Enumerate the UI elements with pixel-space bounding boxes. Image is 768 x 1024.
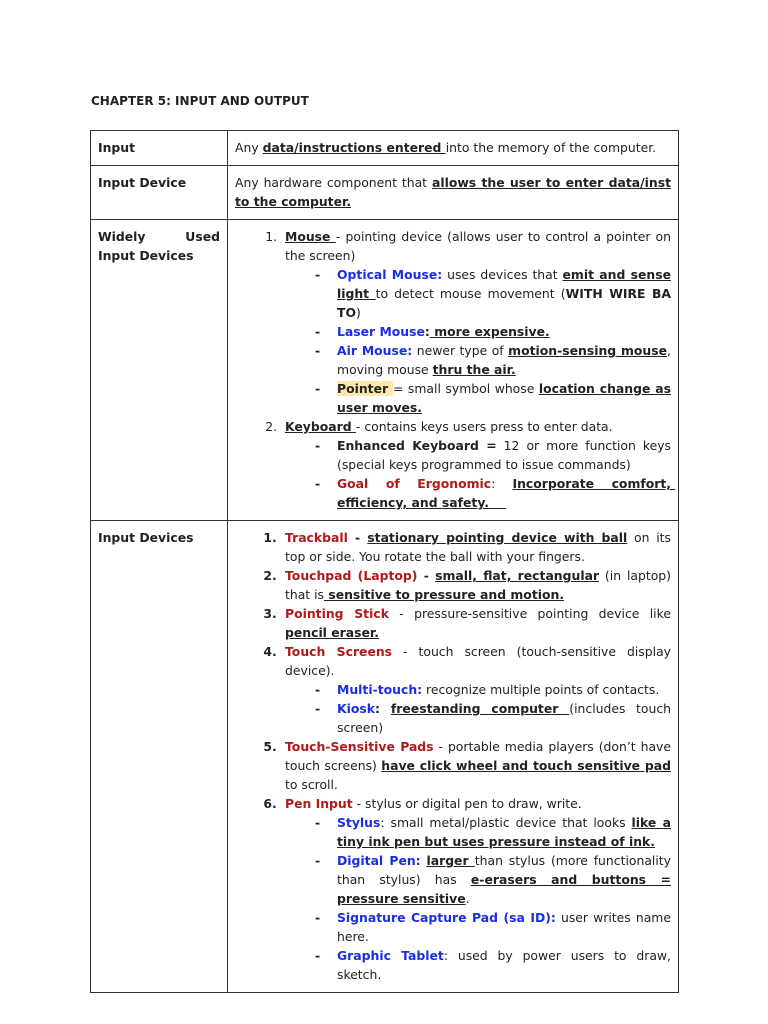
text: = small symbol whose	[393, 381, 539, 396]
list-item	[315, 322, 671, 341]
text: on its top or side. You rotate the ball with your fingers.	[285, 530, 671, 564]
text: into the memory of the computer.	[445, 140, 657, 155]
list-item	[315, 265, 671, 322]
table-row	[91, 131, 679, 166]
underlined-text: allows the user to enter data/inst to the computer.	[235, 175, 671, 209]
text: Any	[235, 140, 263, 155]
text: - portable media players (don’t have touch screens)	[285, 739, 671, 773]
list-item	[281, 642, 671, 737]
page-title: CHAPTER 5: INPUT AND OUTPUT	[91, 94, 309, 108]
term-pen-input: Pen Input	[285, 796, 353, 811]
text: : used by power users to draw, sketch.	[337, 948, 671, 982]
row-label-widely-used: Widely Used Input Devices	[91, 220, 228, 521]
term-graphic-tablet: Graphic Tablet	[337, 948, 444, 963]
underlined-text: e-erasers and buttons = pressure sensitive	[337, 872, 672, 906]
text: (includes touch screen)	[337, 701, 671, 735]
underlined-text: stationary pointing device with ball	[367, 530, 628, 545]
underlined-text: more expensive.	[429, 324, 550, 339]
device-list	[235, 227, 676, 512]
underlined-text: emit and sense light	[337, 267, 671, 301]
text: - pressure-sensitive pointing device like	[388, 606, 671, 621]
underlined-text: small, flat, rectangular	[435, 568, 600, 583]
text: to scroll.	[285, 777, 338, 792]
text: :	[374, 701, 391, 716]
text: - stylus or digital pen to draw, write.	[352, 796, 582, 811]
underlined-text: thru the air.	[432, 362, 516, 377]
text: user writes name here.	[337, 910, 671, 944]
term-pointing-stick: Pointing Stick	[285, 606, 389, 621]
row-label-input-device: Input Device	[91, 166, 228, 220]
term-stylus: Stylus	[337, 815, 381, 830]
text: , moving mouse	[337, 343, 671, 377]
underlined-text: have click wheel and touch sensitive pad	[381, 758, 671, 773]
sub-list	[285, 436, 676, 512]
sub-list	[285, 265, 671, 417]
underlined-text: sensitive to pressure and motion.	[324, 587, 565, 602]
term-touchpad: Touchpad (Laptop)	[285, 568, 418, 583]
row-label-input: Input	[91, 131, 228, 166]
term-optical-mouse: Optical Mouse:	[337, 267, 443, 282]
text: recognize multiple points of contacts.	[422, 682, 660, 697]
list-item	[315, 341, 671, 379]
term-enhanced-keyboard: Enhanced Keyboard =	[337, 438, 497, 453]
definitions-table	[90, 130, 679, 993]
list-item	[315, 946, 671, 984]
row-content-input-device	[228, 166, 679, 220]
list-item	[281, 227, 671, 417]
underlined-text: pencil eraser.	[285, 625, 379, 640]
underlined-text: freestanding computer	[390, 701, 570, 716]
table-row	[91, 220, 679, 521]
list-item	[281, 604, 671, 642]
list-item	[315, 436, 671, 474]
list-item	[315, 699, 671, 737]
term-touch-sensitive-pads: Touch-Sensitive Pads	[285, 739, 434, 754]
term-kiosk: Kiosk	[337, 701, 375, 716]
sub-list	[285, 813, 671, 984]
list-item	[281, 737, 671, 794]
term-laser-mouse: Laser Mouse	[337, 324, 425, 339]
text: - contains keys users press to enter data.	[355, 419, 613, 434]
device-list	[235, 528, 671, 984]
text: .	[465, 891, 470, 906]
term-digital-pen: Digital Pen:	[337, 853, 421, 868]
underlined-text: motion-sensing mouse	[508, 343, 668, 358]
underlined-text: location change as user moves.	[337, 381, 671, 415]
list-item	[315, 813, 671, 851]
list-item	[315, 851, 671, 908]
underlined-text: Incorporate comfort, efficiency, and safety.	[337, 476, 676, 510]
text: : small metal/plastic device that looks	[380, 815, 632, 830]
term-ergonomic: Goal of Ergonomic	[337, 476, 492, 491]
list-item	[315, 474, 676, 512]
term-touch-screens: Touch Screens	[285, 644, 393, 659]
list-item	[315, 680, 671, 699]
term-pointer: Pointer	[337, 381, 393, 396]
list-item	[315, 379, 671, 417]
row-content-input	[228, 131, 679, 166]
term-multi-touch: Multi-touch:	[337, 682, 423, 697]
term-mouse: Mouse	[285, 229, 336, 244]
underlined-text: larger	[426, 853, 475, 868]
text: :	[424, 324, 430, 339]
term-keyboard: Keyboard	[285, 419, 356, 434]
list-item	[281, 794, 671, 984]
text: uses devices that	[442, 267, 563, 282]
text: (in laptop) that is	[285, 568, 671, 602]
text: -	[347, 530, 368, 545]
term-air-mouse: Air Mouse:	[337, 343, 413, 358]
text: - touch screen (touch-sensitive display device).	[285, 644, 671, 678]
term-trackball: Trackball	[285, 530, 348, 545]
list-item	[281, 417, 676, 512]
text: :	[491, 476, 513, 491]
text: Any hardware component that	[235, 175, 432, 190]
text: )	[356, 305, 361, 320]
underlined-text: data/instructions entered	[262, 140, 446, 155]
text: newer type of	[412, 343, 509, 358]
text: -	[417, 568, 436, 583]
text: 12 or more function keys (special keys programmed to issue commands)	[337, 438, 671, 472]
text: to detect mouse movement (	[375, 286, 566, 301]
row-content-widely-used	[228, 220, 679, 521]
underlined-text: like a tiny ink pen but uses pressure instead of ink.	[337, 815, 671, 849]
list-item	[315, 908, 671, 946]
bold-text: WITH WIRE BA TO	[337, 286, 672, 320]
text: than stylus (more functionality than stylus) has	[337, 853, 671, 887]
text: - pointing device (allows user to control a pointer on the screen)	[285, 229, 671, 263]
table-row	[91, 521, 679, 993]
row-content-input-devices	[228, 521, 679, 993]
list-item	[281, 528, 671, 566]
list-item	[281, 566, 671, 604]
row-label-input-devices: Input Devices	[91, 521, 228, 993]
term-signature-pad: Signature Capture Pad (sa ID):	[337, 910, 556, 925]
table-row	[91, 166, 679, 220]
sub-list	[285, 680, 671, 737]
